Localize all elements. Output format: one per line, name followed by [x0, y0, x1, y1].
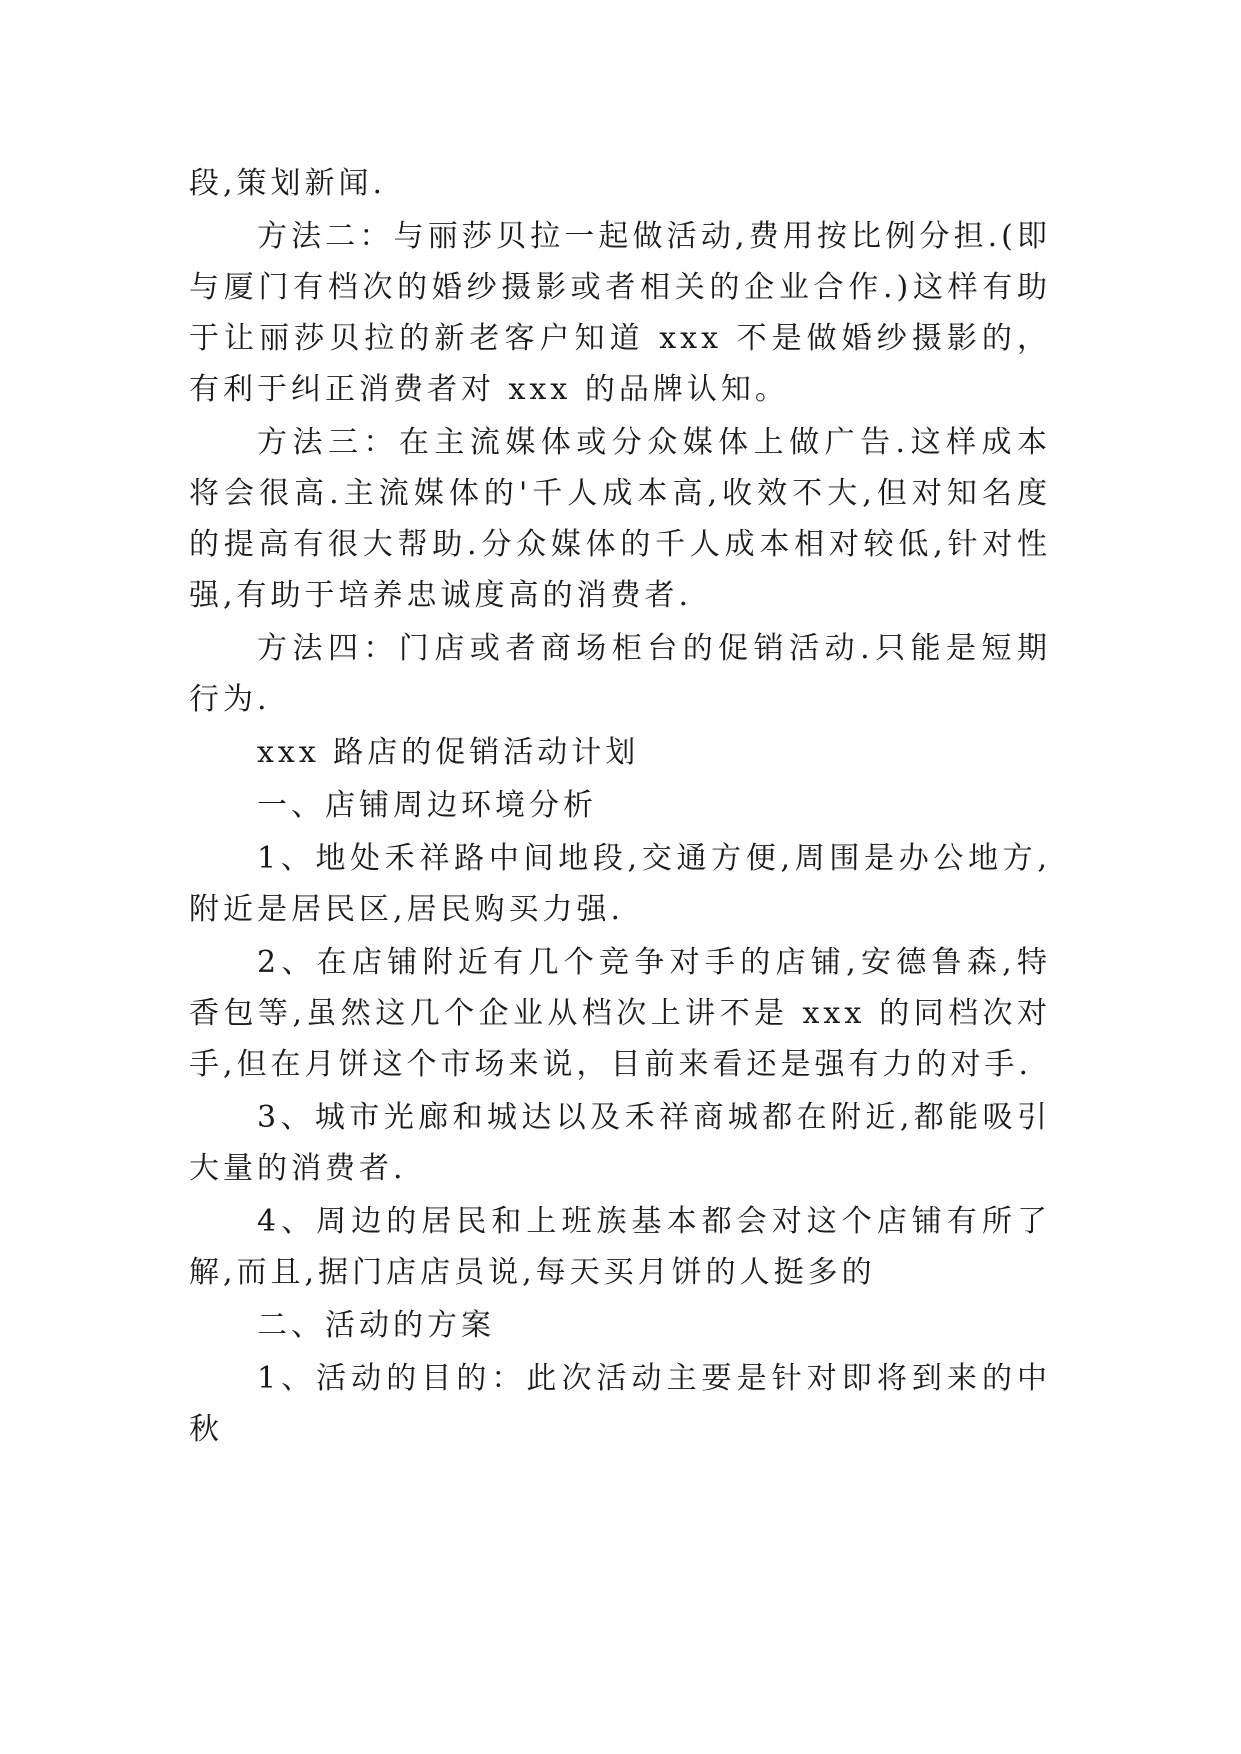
paragraph: 方法三：在主流媒体或分众媒体上做广告.这样成本将会很高.主流媒体的'千人成本高,收效不大,但对知名度的提高有很大帮助.分众媒体的千人成本相对较低,针对性强,有助于培养忠诚度高的消费者. — [189, 425, 1051, 613]
section-heading: 一、店铺周边环境分析 — [257, 788, 597, 823]
paragraph: 2、在店铺附近有几个竞争对手的店铺,安德鲁森,特香包等,虽然这几个企业从档次上讲不是 xxx 的同档次对手,但在月饼这个市场来说，目前来看还是强有力的对手. — [189, 945, 1051, 1082]
paragraph: 段,策划新闻. — [189, 166, 387, 201]
paragraph: 4、周边的居民和上班族基本都会对这个店铺有所了解,而且,据门店店员说,每天买月饼的人挺多的 — [189, 1204, 1051, 1290]
paragraph: 方法四：门店或者商场柜台的促销活动.只能是短期行为. — [189, 631, 1051, 717]
section-title: xxx 路店的促销活动计划 — [257, 735, 640, 770]
document-body — [189, 158, 1051, 1455]
section-heading: 二、活动的方案 — [257, 1308, 495, 1343]
paragraph: 1、活动的目的：此次活动主要是针对即将到来的中秋 — [189, 1361, 1051, 1447]
paragraph: 方法二：与丽莎贝拉一起做活动,费用按比例分担.(即与厦门有档次的婚纱摄影或者相关的企业合作.)这样有助于让丽莎贝拉的新老客户知道 xxx 不是做婚纱摄影的，有利于纠正消费者对 xxx 的品牌认知。 — [189, 219, 1051, 407]
paragraph: 3、城市光廊和城达以及禾祥商城都在附近,都能吸引大量的消费者. — [189, 1100, 1051, 1186]
paragraph: 1、地处禾祥路中间地段,交通方便,周围是办公地方,附近是居民区,居民购买力强. — [189, 841, 1051, 927]
